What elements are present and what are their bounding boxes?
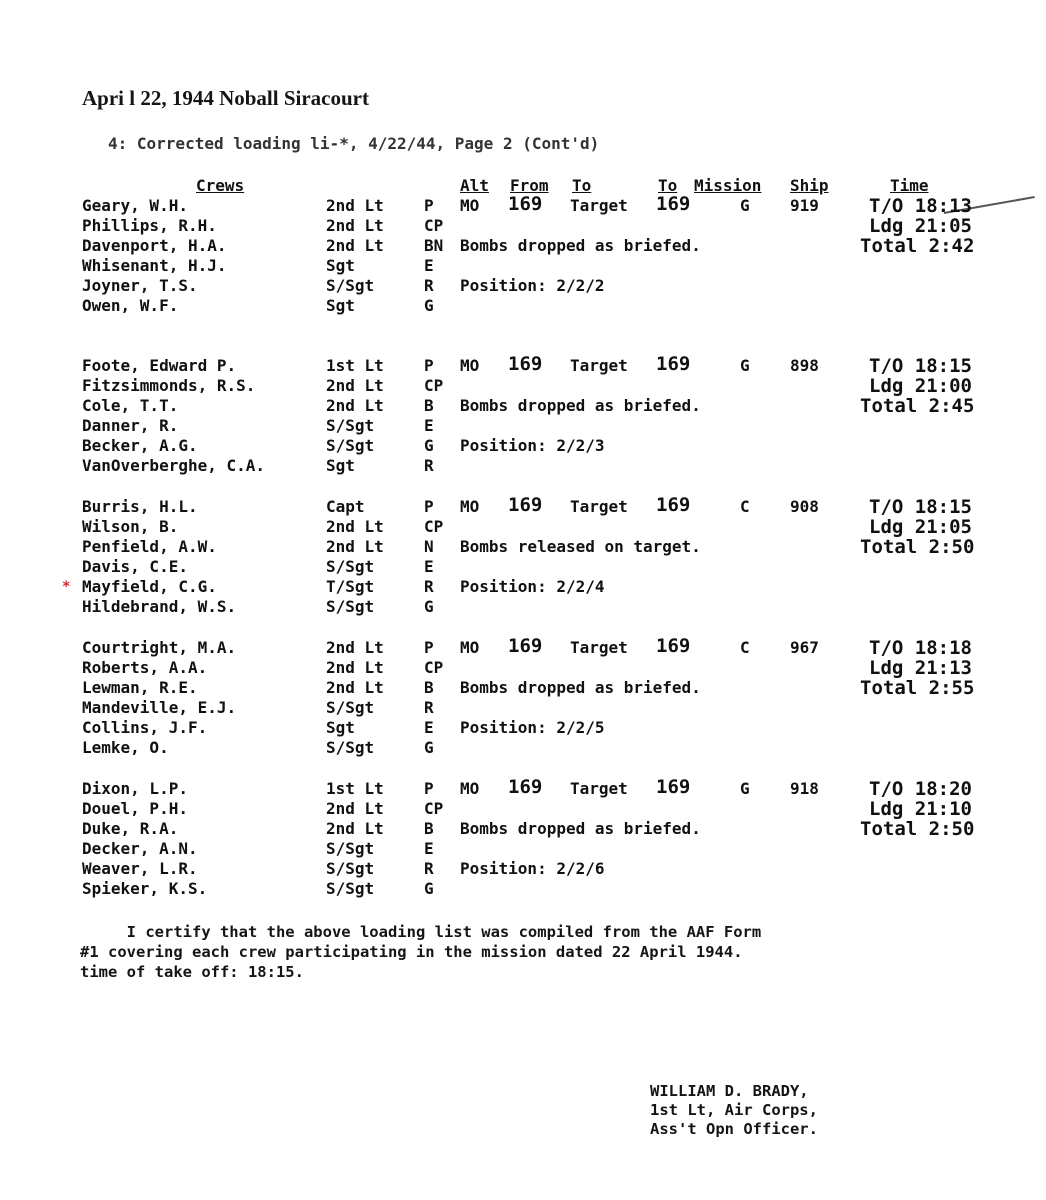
certification-statement — [80, 922, 980, 982]
crew-member-name: Burris, H.L. — [82, 497, 198, 516]
crew-member-rank: S/Sgt — [326, 276, 375, 295]
crew-member-rank: S/Sgt — [326, 597, 375, 616]
crew-member-rank: Sgt — [326, 456, 355, 475]
signature-name: WILLIAM D. BRADY, — [650, 1082, 809, 1100]
document-subtitle: 4: Corrected loading li-*, 4/22/44, Page 2 (Cont'd) — [108, 134, 600, 153]
mission-target: Target — [570, 497, 628, 516]
crew-member-rank: S/Sgt — [326, 839, 375, 858]
crew-member-position: R — [424, 276, 434, 295]
mission-code: G — [740, 356, 750, 375]
crew-member-name: Penfield, A.W. — [82, 537, 217, 556]
landing-time: Ldg 21:05 — [869, 215, 972, 237]
crew-member-rank: 2nd Lt — [326, 537, 384, 556]
crew-member-name: Davis, C.E. — [82, 557, 188, 576]
crew-member-rank: 1st Lt — [326, 779, 384, 798]
crew-member-name: Geary, W.H. — [82, 196, 188, 215]
header-mission: Mission — [694, 176, 762, 195]
ship-number: 918 — [790, 779, 819, 798]
crew-member-position: R — [424, 859, 434, 878]
header-to: To — [572, 176, 592, 195]
crew-member-rank: Sgt — [326, 718, 355, 737]
crew-member-name: Dixon, L.P. — [82, 779, 188, 798]
signature-block — [650, 1082, 818, 1139]
crew-member-position: P — [424, 356, 434, 375]
total-time: Total 2:50 — [860, 536, 975, 558]
ship-number: 908 — [790, 497, 819, 516]
formation-position: Position: 2/2/5 — [460, 718, 605, 737]
crew-member-name: Danner, R. — [82, 416, 179, 435]
header-alt: Alt — [460, 176, 489, 195]
crew-member-rank: Sgt — [326, 256, 355, 275]
crew-member-rank: Capt — [326, 497, 365, 516]
takeoff-time: T/O 18:20 — [869, 778, 972, 800]
total-time: Total 2:42 — [860, 235, 975, 257]
mission-to: 169 — [656, 635, 691, 657]
mission-from: 169 — [508, 776, 543, 798]
mission-to: 169 — [656, 776, 691, 798]
crew-member-name: Owen, W.F. — [82, 296, 179, 315]
landing-time: Ldg 21:05 — [869, 516, 972, 538]
header-crews: Crews — [196, 176, 245, 195]
crew-member-position: G — [424, 597, 434, 616]
crew-member-position: E — [424, 557, 434, 576]
crew-member-position: R — [424, 698, 434, 717]
crew-member-rank: 2nd Lt — [326, 658, 384, 677]
crew-member-position: R — [424, 577, 434, 596]
header-to-target: To — [658, 176, 678, 195]
mission-code: C — [740, 638, 750, 657]
formation-position: Position: 2/2/3 — [460, 436, 605, 455]
mission-code: G — [740, 779, 750, 798]
mission-target: Target — [570, 196, 628, 215]
header-time: Time — [890, 176, 929, 195]
annotation-asterisk: * — [62, 579, 71, 595]
page-title: Apri l 22, 1944 Noball Siracourt — [82, 86, 369, 110]
crew-member-rank: Sgt — [326, 296, 355, 315]
bombing-result: Bombs dropped as briefed. — [460, 396, 701, 415]
mission-alt: MO — [460, 497, 480, 516]
crew-member-position: E — [424, 256, 434, 275]
takeoff-time: T/O 18:13 — [869, 195, 972, 217]
crew-member-rank: T/Sgt — [326, 577, 375, 596]
crew-member-rank: 2nd Lt — [326, 819, 384, 838]
crew-member-position: P — [424, 638, 434, 657]
crew-member-position: G — [424, 296, 434, 315]
ship-number: 919 — [790, 196, 819, 215]
crew-member-rank: 2nd Lt — [326, 376, 384, 395]
crew-member-position: P — [424, 497, 434, 516]
crew-member-rank: 2nd Lt — [326, 236, 384, 255]
crew-member-position: P — [424, 779, 434, 798]
mission-from: 169 — [508, 353, 543, 375]
mission-target: Target — [570, 356, 628, 375]
crew-member-name: Fitzsimmonds, R.S. — [82, 376, 256, 395]
certification-line: #1 covering each crew participating in the mission dated 22 April 1944. — [80, 943, 743, 961]
crew-member-position: P — [424, 196, 434, 215]
crew-member-name: Mayfield, C.G. — [82, 577, 217, 596]
ship-number: 898 — [790, 356, 819, 375]
crew-member-position: G — [424, 879, 434, 898]
crew-member-name: Wilson, B. — [82, 517, 179, 536]
crew-member-rank: 2nd Lt — [326, 396, 384, 415]
crew-member-rank: S/Sgt — [326, 738, 375, 757]
crew-member-position: B — [424, 396, 434, 415]
crew-member-name: Whisenant, H.J. — [82, 256, 227, 275]
mission-alt: MO — [460, 356, 480, 375]
crew-member-name: Foote, Edward P. — [82, 356, 237, 375]
crew-member-rank: 2nd Lt — [326, 799, 384, 818]
bombing-result: Bombs dropped as briefed. — [460, 678, 701, 697]
crew-member-rank: S/Sgt — [326, 859, 375, 878]
crew-member-name: Cole, T.T. — [82, 396, 179, 415]
mission-to: 169 — [656, 353, 691, 375]
mission-alt: MO — [460, 638, 480, 657]
crew-member-position: BN — [424, 236, 444, 255]
takeoff-time: T/O 18:15 — [869, 496, 972, 518]
crew-member-name: Duke, R.A. — [82, 819, 179, 838]
mission-from: 169 — [508, 494, 543, 516]
crew-member-name: Douel, P.H. — [82, 799, 188, 818]
signature-title: Ass't Opn Officer. — [650, 1120, 818, 1138]
crew-member-position: G — [424, 738, 434, 757]
crew-member-position: CP — [424, 517, 444, 536]
crew-member-name: Phillips, R.H. — [82, 216, 217, 235]
crew-member-position: B — [424, 819, 434, 838]
landing-time: Ldg 21:00 — [869, 375, 972, 397]
total-time: Total 2:45 — [860, 395, 975, 417]
bombing-result: Bombs released on target. — [460, 537, 701, 556]
formation-position: Position: 2/2/4 — [460, 577, 605, 596]
mission-from: 169 — [508, 635, 543, 657]
crew-member-name: Weaver, L.R. — [82, 859, 198, 878]
crew-member-position: E — [424, 718, 434, 737]
landing-time: Ldg 21:13 — [869, 657, 972, 679]
mission-to: 169 — [656, 193, 691, 215]
crew-member-name: Lemke, O. — [82, 738, 169, 757]
crew-member-position: R — [424, 456, 434, 475]
takeoff-time: T/O 18:15 — [869, 355, 972, 377]
crew-member-rank: S/Sgt — [326, 698, 375, 717]
crew-member-name: Decker, A.N. — [82, 839, 198, 858]
crew-member-name: Spieker, K.S. — [82, 879, 208, 898]
crew-member-rank: 2nd Lt — [326, 517, 384, 536]
header-from: From — [510, 176, 549, 195]
mission-code: C — [740, 497, 750, 516]
crew-member-rank: 2nd Lt — [326, 196, 384, 215]
crew-member-rank: 1st Lt — [326, 356, 384, 375]
crew-member-rank: 2nd Lt — [326, 216, 384, 235]
crew-member-rank: 2nd Lt — [326, 638, 384, 657]
crew-member-name: Courtright, M.A. — [82, 638, 237, 657]
total-time: Total 2:50 — [860, 818, 975, 840]
crew-member-name: Lewman, R.E. — [82, 678, 198, 697]
bombing-result: Bombs dropped as briefed. — [460, 236, 701, 255]
certification-line: I certify that the above loading list was compiled from the AAF Form — [80, 923, 762, 941]
ship-number: 967 — [790, 638, 819, 657]
mission-alt: MO — [460, 196, 480, 215]
crew-member-position: B — [424, 678, 434, 697]
crew-member-rank: S/Sgt — [326, 436, 375, 455]
crew-member-rank: S/Sgt — [326, 416, 375, 435]
crew-member-name: Becker, A.G. — [82, 436, 198, 455]
takeoff-time: T/O 18:18 — [869, 637, 972, 659]
certification-line: time of take off: 18:15. — [80, 963, 304, 981]
crew-member-name: Davenport, H.A. — [82, 236, 227, 255]
crew-member-rank: S/Sgt — [326, 557, 375, 576]
mission-to: 169 — [656, 494, 691, 516]
crew-member-name: Mandeville, E.J. — [82, 698, 237, 717]
crew-member-position: G — [424, 436, 434, 455]
bombing-result: Bombs dropped as briefed. — [460, 819, 701, 838]
mission-from: 169 — [508, 193, 543, 215]
crew-member-position: E — [424, 839, 434, 858]
crew-member-rank: 2nd Lt — [326, 678, 384, 697]
crew-member-rank: S/Sgt — [326, 879, 375, 898]
formation-position: Position: 2/2/2 — [460, 276, 605, 295]
crew-member-name: Roberts, A.A. — [82, 658, 208, 677]
crew-member-name: Joyner, T.S. — [82, 276, 198, 295]
crew-member-position: N — [424, 537, 434, 556]
formation-position: Position: 2/2/6 — [460, 859, 605, 878]
crew-member-name: VanOverberghe, C.A. — [82, 456, 266, 475]
mission-code: G — [740, 196, 750, 215]
header-ship: Ship — [790, 176, 829, 195]
landing-time: Ldg 21:10 — [869, 798, 972, 820]
signature-rank: 1st Lt, Air Corps, — [650, 1101, 818, 1119]
crew-member-position: CP — [424, 376, 444, 395]
crew-member-name: Hildebrand, W.S. — [82, 597, 237, 616]
crew-member-position: E — [424, 416, 434, 435]
crew-member-position: CP — [424, 658, 444, 677]
crew-member-position: CP — [424, 216, 444, 235]
crew-member-name: Collins, J.F. — [82, 718, 208, 737]
total-time: Total 2:55 — [860, 677, 975, 699]
mission-target: Target — [570, 779, 628, 798]
crew-member-position: CP — [424, 799, 444, 818]
mission-target: Target — [570, 638, 628, 657]
mission-alt: MO — [460, 779, 480, 798]
